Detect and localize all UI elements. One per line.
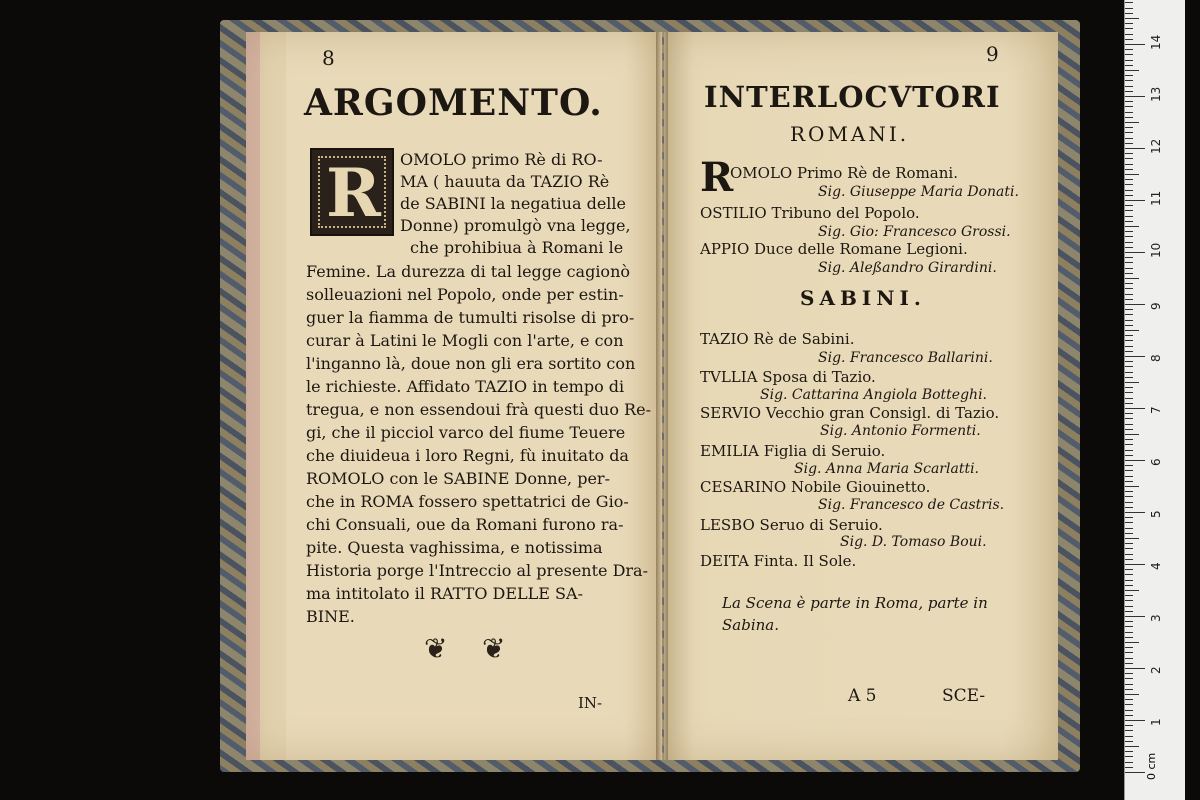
argument-line: ROMOLO con le SABINE Donne, per-: [306, 469, 610, 488]
ruler-tick: [1125, 481, 1133, 482]
role-line: CESARINO Nobile Giouinetto.: [700, 478, 931, 496]
role-line: APPIO Duce delle Romane Legioni.: [700, 240, 968, 258]
ruler-tick: [1125, 356, 1145, 357]
argument-line: gi, che il picciol varco del fiume Teuere: [306, 423, 626, 442]
ruler-tick: [1125, 122, 1139, 123]
ruler-tick: [1125, 517, 1133, 518]
ruler-tick: [1125, 543, 1133, 544]
ruler-tick: [1125, 507, 1133, 508]
ruler-tick: [1125, 678, 1133, 679]
ruler-tick: [1125, 39, 1133, 40]
ruler-tick: [1125, 559, 1133, 560]
ruler-tick: [1125, 663, 1133, 664]
ruler-tick: [1125, 309, 1133, 310]
ruler-number: 8: [1149, 354, 1163, 362]
argument-line: le richieste. Affidato TAZIO in tempo di: [306, 377, 625, 396]
ruler-number: 4: [1149, 562, 1163, 570]
ruler-number: 13: [1149, 86, 1163, 102]
ruler-tick: [1125, 382, 1139, 383]
ruler-tick: [1125, 143, 1133, 144]
ruler-tick: [1125, 127, 1133, 128]
ruler-tick: [1125, 772, 1145, 773]
decorated-initial: [310, 148, 394, 236]
ruler-tick: [1125, 408, 1145, 409]
left-page-number: 8: [322, 46, 335, 70]
signature-mark: A 5: [848, 686, 877, 706]
ruler-tick: [1125, 257, 1133, 258]
ruler-tick: [1125, 148, 1145, 149]
ruler-number: 7: [1149, 406, 1163, 414]
argument-line: che diuideua i loro Regni, fù inuitato da: [306, 446, 629, 465]
argument-line: Femine. La durezza di tal legge cagionò: [306, 262, 630, 281]
ruler-tick: [1125, 694, 1139, 695]
ruler-tick: [1125, 294, 1133, 295]
ruler-tick: [1125, 65, 1133, 66]
ruler-number: 10: [1149, 242, 1163, 258]
ruler-tick: [1125, 49, 1133, 50]
ruler-tick: [1125, 252, 1145, 253]
ruler-tick: [1125, 158, 1133, 159]
ruler-tick: [1125, 13, 1133, 14]
ruler-tick: [1125, 460, 1145, 461]
ruler-tick: [1125, 689, 1133, 690]
ruler-tick: [1125, 491, 1133, 492]
ruler-tick: [1125, 387, 1133, 388]
ruler-tick: [1125, 715, 1133, 716]
ruler-tick: [1125, 164, 1133, 165]
ruler-tick: [1125, 616, 1145, 617]
actor-line: Sig. Gio: Francesco Grossi.: [818, 224, 1011, 240]
ruler-tick: [1125, 403, 1133, 404]
argument-line: l'inganno là, doue non gli era sortito con: [306, 354, 636, 373]
argument-line: solleuazioni nel Popolo, onde per estin-: [306, 285, 624, 304]
actor-line: Sig. Anna Maria Scarlatti.: [794, 461, 979, 477]
ruler-tick: [1125, 278, 1139, 279]
ruler-tick: [1125, 54, 1133, 55]
ruler-tick: [1125, 304, 1145, 305]
ruler-tick: [1125, 96, 1145, 97]
role-line: LESBO Seruo di Seruio.: [700, 516, 883, 534]
role-line: SERVIO Vecchio gran Consigl. di Tazio.: [700, 404, 1000, 422]
ruler-tick: [1125, 325, 1133, 326]
ruler-tick: [1125, 236, 1133, 237]
ruler-tick: [1125, 8, 1133, 9]
argument-line: chi Consuali, oue da Romani furono ra-: [306, 515, 624, 534]
ruler-tick: [1125, 174, 1139, 175]
romani-heading: ROMANI.: [790, 122, 910, 146]
book-gutter: [656, 32, 668, 760]
ruler-tick: [1125, 424, 1133, 425]
ruler-tick: [1125, 112, 1133, 113]
ruler-tick: [1125, 320, 1133, 321]
ruler-tick: [1125, 101, 1133, 102]
actor-line: Sig. Francesco Ballarini.: [818, 350, 993, 366]
scena-note: Sabina.: [722, 616, 779, 634]
role-line: TVLLIA Sposa di Tazio.: [700, 368, 876, 386]
fleuron-ornament-icon: ❦: [424, 632, 448, 665]
ruler-tick: [1125, 132, 1133, 133]
deita-line: DEITA Finta. Il Sole.: [700, 552, 857, 570]
ruler-tick: [1125, 476, 1133, 477]
ruler-tick: [1125, 652, 1133, 653]
sabini-heading: SABINI.: [800, 286, 926, 310]
ruler-tick: [1125, 288, 1133, 289]
ruler-tick: [1125, 200, 1145, 201]
ruler-tick: [1125, 262, 1133, 263]
ruler-tick: [1125, 767, 1133, 768]
ruler-tick: [1125, 283, 1133, 284]
argomento-heading: ARGOMENTO.: [304, 82, 603, 124]
ruler-tick: [1125, 34, 1133, 35]
ruler-tick: [1125, 138, 1133, 139]
ruler-tick: [1125, 632, 1133, 633]
argument-line: pite. Questa vaghissima, e notissima: [306, 538, 603, 557]
ruler-tick: [1125, 450, 1133, 451]
argument-line: BINE.: [306, 607, 355, 626]
argument-line: OMOLO primo Rè di RO-: [400, 150, 603, 169]
ruler-tick: [1125, 205, 1133, 206]
ruler-tick: [1125, 751, 1133, 752]
ruler-tick: [1125, 70, 1139, 71]
ruler-tick: [1125, 247, 1133, 248]
ruler-tick: [1125, 569, 1133, 570]
ruler-tick: [1125, 647, 1133, 648]
ruler-tick: [1125, 606, 1133, 607]
ruler-tick: [1125, 366, 1133, 367]
ruler-tick: [1125, 710, 1133, 711]
ruler-tick: [1125, 153, 1133, 154]
ruler-number: 2: [1149, 666, 1163, 674]
ruler-tick: [1125, 398, 1133, 399]
ruler-tick: [1125, 600, 1133, 601]
argument-line: MA ( hauuta da TAZIO Rè: [400, 172, 610, 191]
argument-line: de SABINI la negatiua delle: [400, 194, 626, 213]
ruler-tick: [1125, 611, 1133, 612]
ruler-tick: [1125, 621, 1133, 622]
interlocutori-heading: INTERLOCVTORI: [704, 80, 1001, 114]
ruler-tick: [1125, 455, 1133, 456]
argument-line: Historia porge l'Intreccio al presente Dra-: [306, 561, 648, 580]
ruler-tick: [1125, 314, 1133, 315]
right-page-number: 9: [986, 42, 999, 66]
right-catchword: SCE-: [942, 686, 986, 706]
ruler-tick: [1125, 226, 1139, 227]
ruler-tick: [1125, 658, 1133, 659]
argument-line: tregua, e non essendoui frà questi duo Re-: [306, 400, 651, 419]
role-line: OMOLO Primo Rè de Romani.: [730, 164, 958, 182]
ruler-tick: [1125, 533, 1133, 534]
ruler-number: 5: [1149, 510, 1163, 518]
scena-note: La Scena è parte in Roma, parte in: [722, 594, 988, 612]
argument-line: che prohibiua à Romani le: [410, 238, 624, 257]
ruler-tick: [1125, 585, 1133, 586]
ruler-tick: [1125, 741, 1133, 742]
ruler-tick: [1125, 91, 1133, 92]
ruler-number: 1: [1149, 718, 1163, 726]
argument-line: che in ROMA fossero spettatrici de Gio-: [306, 492, 629, 511]
ruler-tick: [1125, 44, 1145, 45]
ruler-tick: [1125, 590, 1139, 591]
role-line: EMILIA Figlia di Seruio.: [700, 442, 886, 460]
ruler-tick: [1125, 273, 1133, 274]
ruler-unit-label: 0 cm: [1145, 752, 1158, 780]
ruler-tick: [1125, 330, 1139, 331]
ruler-tick: [1125, 28, 1133, 29]
ruler-tick: [1125, 637, 1133, 638]
ruler-tick: [1125, 434, 1139, 435]
actor-line: Sig. Giuseppe Maria Donati.: [818, 184, 1019, 200]
ruler-tick: [1125, 673, 1133, 674]
ruler-tick: [1125, 190, 1133, 191]
ruler-tick: [1125, 725, 1133, 726]
ruler-tick: [1125, 372, 1133, 373]
ruler-tick: [1125, 444, 1133, 445]
actor-line: Sig. Cattarina Angiola Botteghi.: [760, 387, 988, 403]
ruler-tick: [1125, 299, 1133, 300]
role-line: OSTILIO Tribuno del Popolo.: [700, 204, 920, 222]
argument-line: curar à Latini le Mogli con l'arte, e con: [306, 331, 624, 350]
ruler-tick: [1125, 470, 1133, 471]
ruler-tick: [1125, 80, 1133, 81]
ruler-tick: [1125, 231, 1133, 232]
ruler-tick: [1125, 699, 1133, 700]
ruler-tick: [1125, 762, 1133, 763]
left-catchword: IN-: [578, 694, 603, 712]
ruler-number: 9: [1149, 302, 1163, 310]
role-line: TAZIO Rè de Sabini.: [700, 330, 855, 348]
ruler-tick: [1125, 465, 1133, 466]
ruler-tick: [1125, 730, 1133, 731]
ruler-tick: [1125, 418, 1133, 419]
ruler-tick: [1125, 60, 1133, 61]
actor-line: Sig. D. Tomaso Boui.: [840, 534, 987, 550]
ruler-number: 14: [1149, 34, 1163, 50]
romani-initial-letter: R: [700, 154, 734, 201]
ruler-tick: [1125, 538, 1139, 539]
ruler-tick: [1125, 746, 1139, 747]
ruler-tick: [1125, 86, 1133, 87]
ruler-tick: [1125, 75, 1133, 76]
left-page: [246, 32, 662, 760]
argument-line: ma intitolato il RATTO DELLE SA-: [306, 584, 583, 603]
measuring-ruler: [1124, 0, 1185, 800]
ruler-tick: [1125, 18, 1139, 19]
ruler-tick: [1125, 242, 1133, 243]
ruler-tick: [1125, 668, 1145, 669]
ruler-tick: [1125, 720, 1145, 721]
ruler-number: 12: [1149, 138, 1163, 154]
ruler-tick: [1125, 439, 1133, 440]
ruler-tick: [1125, 756, 1133, 757]
argument-line: guer la fiamma de tumulti risolse di pro-: [306, 308, 635, 327]
ruler-tick: [1125, 184, 1133, 185]
ruler-tick: [1125, 684, 1133, 685]
ruler-tick: [1125, 502, 1133, 503]
ruler-tick: [1125, 413, 1133, 414]
ruler-tick: [1125, 486, 1139, 487]
ruler-tick: [1125, 195, 1133, 196]
ruler-tick: [1125, 351, 1133, 352]
ruler-tick: [1125, 574, 1133, 575]
ruler-tick: [1125, 216, 1133, 217]
ruler-tick: [1125, 736, 1133, 737]
ruler-tick: [1125, 528, 1133, 529]
ruler-tick: [1125, 512, 1145, 513]
fleuron-ornament-icon: ❦: [482, 632, 506, 665]
ruler-number: 6: [1149, 458, 1163, 466]
actor-line: Sig. Antonio Formenti.: [820, 423, 981, 439]
ruler-tick: [1125, 340, 1133, 341]
ruler-tick: [1125, 564, 1145, 565]
ruler-tick: [1125, 2, 1133, 3]
ruler-tick: [1125, 117, 1133, 118]
ruler-tick: [1125, 361, 1133, 362]
ruler-tick: [1125, 496, 1133, 497]
ruler-tick: [1125, 377, 1133, 378]
actor-line: Sig. Aleßandro Girardini.: [818, 260, 997, 276]
ruler-tick: [1125, 626, 1133, 627]
actor-line: Sig. Francesco de Castris.: [818, 497, 1005, 513]
ruler-tick: [1125, 522, 1133, 523]
ruler-tick: [1125, 595, 1133, 596]
ruler-tick: [1125, 106, 1133, 107]
argument-line: Donne) promulgò vna legge,: [400, 216, 631, 235]
ruler-tick: [1125, 169, 1133, 170]
ruler-tick: [1125, 268, 1133, 269]
ruler-tick: [1125, 392, 1133, 393]
ruler-tick: [1125, 548, 1133, 549]
ruler-tick: [1125, 642, 1139, 643]
ruler-number: 11: [1149, 190, 1163, 206]
ruler-tick: [1125, 704, 1133, 705]
ruler-tick: [1125, 23, 1133, 24]
ruler-tick: [1125, 554, 1133, 555]
ruler-tick: [1125, 429, 1133, 430]
ruler-tick: [1125, 179, 1133, 180]
ruler-tick: [1125, 335, 1133, 336]
ruler-tick: [1125, 580, 1133, 581]
initial-letter: R: [326, 154, 381, 232]
ruler-tick: [1125, 210, 1133, 211]
ruler-tick: [1125, 346, 1133, 347]
ruler-number: 3: [1149, 614, 1163, 622]
ruler-tick: [1125, 221, 1133, 222]
